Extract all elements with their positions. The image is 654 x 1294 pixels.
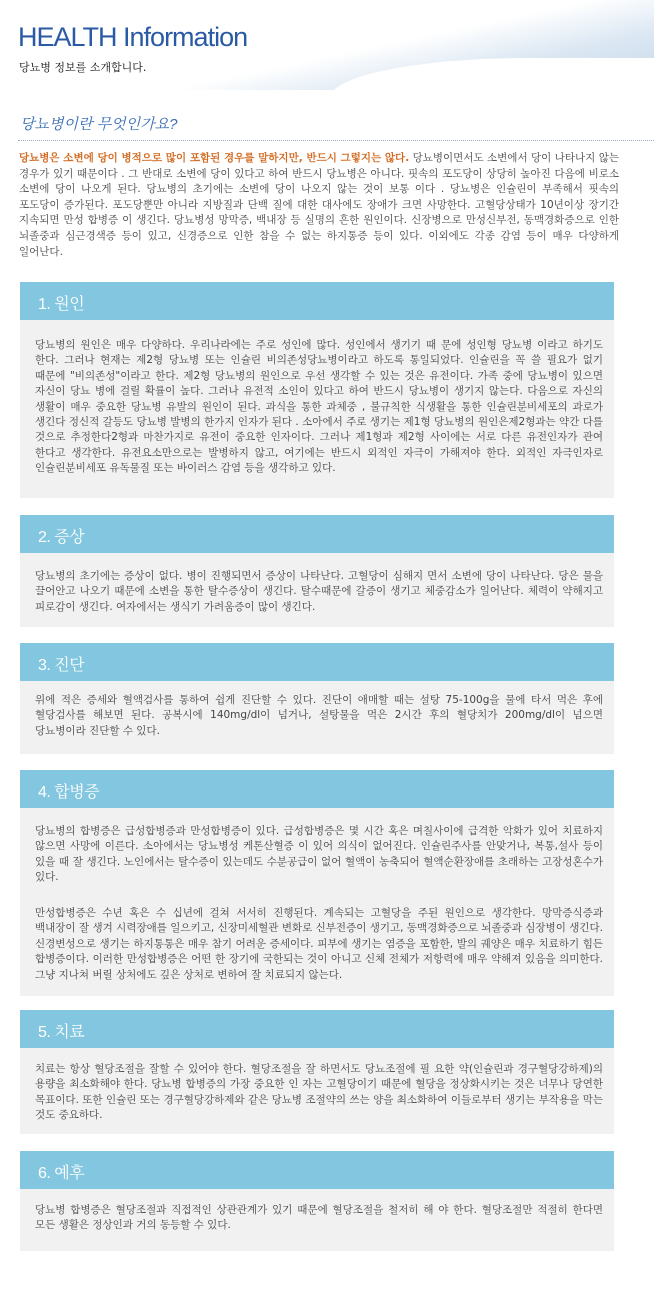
section-header-cause	[20, 282, 614, 320]
intro-paragraph	[19, 151, 619, 260]
section-title: 6. 예후	[38, 1165, 85, 1182]
section-body-diagnosis	[20, 681, 614, 754]
section-title: 4. 합병증	[38, 784, 100, 801]
page-header	[0, 0, 654, 90]
section-body-cause	[20, 320, 614, 498]
section-header-symptoms	[20, 515, 614, 553]
header-swoosh-decoration	[330, 58, 654, 98]
section-title: 1. 원인	[38, 296, 85, 313]
section-header-prognosis	[20, 1151, 614, 1189]
section-header-diagnosis	[20, 643, 614, 681]
page-title-light: Information	[116, 22, 248, 52]
section-paragraph: 당뇨병의 합병증은 급성합병증과 만성합병증이 있다. 급성합병증은 몇 시간 혹은 며칠사이에 급격한 악화가 있어 치료하지 않으면 사망에 이른다. 소아에서는 당뇨병성 케톤산혈증 이 있어 의식이 없어진다. 인슐린주사를 안맞거나, 복통,설사 등이 있을 때 잘 생긴다. 노인에서는 탈수증이 있는데도 수분공급이 없어 혈액이 농축되어 혈액순환장애를 초래하는 고장성혼수가 있다.	[35, 825, 603, 884]
section-title: 5. 치료	[38, 1024, 85, 1041]
section-header-treatment	[20, 1010, 614, 1048]
intro-highlight: 당뇨병은 소변에 당이 병적으로 많이 포함된 경우를 말하지만, 반드시 그렇지는 않다.	[19, 152, 410, 164]
section-title: 2. 증상	[38, 529, 85, 546]
section-paragraph: 당뇨병의 원인은 매우 다양하다. 우리나라에는 주로 성인에 많다. 성인에서 생기기 때 문에 성인형 당뇨병 이라고 하기도 한다. 그러나 현재는 제2형 당뇨병 또는 인슐린 비의존성당뇨병이라고 하도록 통일되었다. 인슐린을 꼭 쓸 필요가 없기 때문에 "비의존성"이라고 한다. 제2형 당뇨병의 원인으로 우선 생각할 수 있는 것은 유전이다. 가족 중에 당뇨병이 있으면 자신이 당뇨 병에 걸릴 확률이 높다. 그러나 유전적 소인이 있다고 하여 반드시 당뇨병이 생기지 않는다. 다음으로 자신의 생활이 매우 중요한 당뇨병 유발의 원인이 된다. 과식을 통한 과체중 , 불규칙한 식생활을 통한 인슐린분비세포의 과로가 생긴다 정신적 갈등도 당뇨병 발병의 한가지 인자가 된다 . 소아에서 주로 생기는 제1형 당뇨병의 원인은제2형과는 약간 다를 것으로 추정한다2형과 마찬가지로 유전이 중요한 인자이다. 그러나 제1형과 제2형 사이에는 서로 다른 유전인자가 관여 한다고 생각한다. 유전요소만으로는 발병하지 않고, 여기에는 반드시 외적인 자극이 가해져야 한다. 외적인 자극인자로 인슐린분비세포 유독물질 또는 바이러스 감염 등을 생각하고 있다.	[35, 339, 603, 475]
section-header-complications	[20, 770, 614, 808]
section-body-symptoms	[20, 553, 614, 627]
section-paragraph: 만성합병증은 수년 혹은 수 십년에 걸쳐 서서히 진행된다. 계속되는 고혈당을 주된 원인으로 생각한다. 망막증식증과 백내장이 잘 생겨 시력장애를 일으키고, 신장미세혈관 변화로 신부전증이 생기고, 동맥경화증으로 뇌졸중과 심장병이 생긴다. 신경변성으로 생기는 하지통통은 매우 참기 어려운 증세이다. 피부에 생기는 염증을 포함한, 발의 궤양은 매우 치료하기 힘든 합병증이다. 이러한 만성합병증은 어떤 한 장기에 국한되는 것이 아니고 신체 전체가 저항력에 매우 약해져 있음을 의미한다. 그냥 지나쳐 버릴 상처에도 깊은 상처로 변하여 잘 치료되지 않는다.	[35, 907, 603, 981]
dotted-divider	[18, 140, 654, 141]
page-subtitle: 당뇨병 정보를 소개합니다.	[19, 61, 147, 74]
section-body-complications	[20, 808, 614, 996]
section-paragraph: 치료는 항상 혈당조절을 잘할 수 있어야 한다. 혈당조절을 잘 하면서도 당뇨조절에 필 요한 약(인슐린과 경구혈당강하제)의 용량을 최소화해야 한다. 당뇨병 합병증의 가장 중요한 인 자는 고혈당이기 때문에 혈당을 정상화시키는 것은 너무나 당연한 목표이다. 또한 인슐린 또는 경구혈당강하제와 같은 당뇨병 조절약의 쓰는 양을 최소화하여 이들로부터 생기는 부작용을 막는 것도 중요하다.	[35, 1063, 603, 1122]
section-paragraph: 위에 적은 증세와 혈액검사를 통하여 쉽게 진단할 수 있다. 진단이 애매할 때는 설탕 75-100g을 물에 타서 먹은 후에 혈당검사를 해보면 된다. 공복시에 140mg/dl이 넘거나, 설탕물을 먹은 2시간 후의 혈당치가 200mg/dl이 넘으면 당뇨병이라 진단할 수 있다.	[35, 694, 603, 737]
section-body-prognosis	[20, 1189, 614, 1251]
intro-text: 당뇨병이면서도 소변에서 당이 나타나지 않는 경우가 있기 때문이다 . 그 반대로 소변에 당이 있다고 하여 반드시 당뇨병은 아니다. 핏속의 포도당이 상당히 높아진 다음에 비로소 소변에 당이 나오게 된다. 당뇨병의 초기에는 소변에 당이 나오지 않는 것이 보통 이다 . 당뇨병은 인슐린이 부족해서 핏속의 포도당이 증가된다. 포도당뿐만 아니라 지방질과 단백 질에 대한 대사에도 장애가 크면 사망한다. 고혈당상태가 10년이상 장기간 지속되면 만성 합병증 이 생긴다. 당뇨병성 망막증, 백내장 등 실명의 흔한 원인이다. 신장병으로 만성신부전, 동맥경화증으로 인한 뇌졸중과 심근경색증 등이 있고, 신경증으로 인한 참을 수 없는 하지통증 등이 있다. 이외에도 각종 감염 등이 매우 다양하게 일어난다.	[19, 152, 619, 258]
section-title: 3. 진단	[38, 657, 85, 674]
section-body-treatment	[20, 1048, 614, 1134]
intro-question-heading: 당뇨병이란 무엇인가요?	[20, 116, 178, 133]
section-paragraph: 당뇨병의 초기에는 증상이 없다. 병이 진행되면서 증상이 나타난다. 고혈당이 심해지 면서 소변에 당이 나타난다. 당은 물을 끌어안고 나오기 때문에 소변을 통한 탈수증상이 생긴다. 탈수때문에 갈증이 생기고 체중감소가 일어난다. 체력이 약해지고 피로감이 생긴다. 여자에서는 생식기 가려움증이 많이 생긴다.	[35, 570, 603, 613]
section-paragraph: 당뇨병 합병증은 혈당조절과 직접적인 상관관계가 있기 때문에 혈당조절을 철저히 해 야 한다. 혈당조절만 적절히 한다면 모든 생활은 정상인과 거의 동등할 수 있다.	[35, 1204, 603, 1232]
page-title-bold: HEALTH	[18, 22, 117, 52]
page-title	[18, 22, 247, 53]
